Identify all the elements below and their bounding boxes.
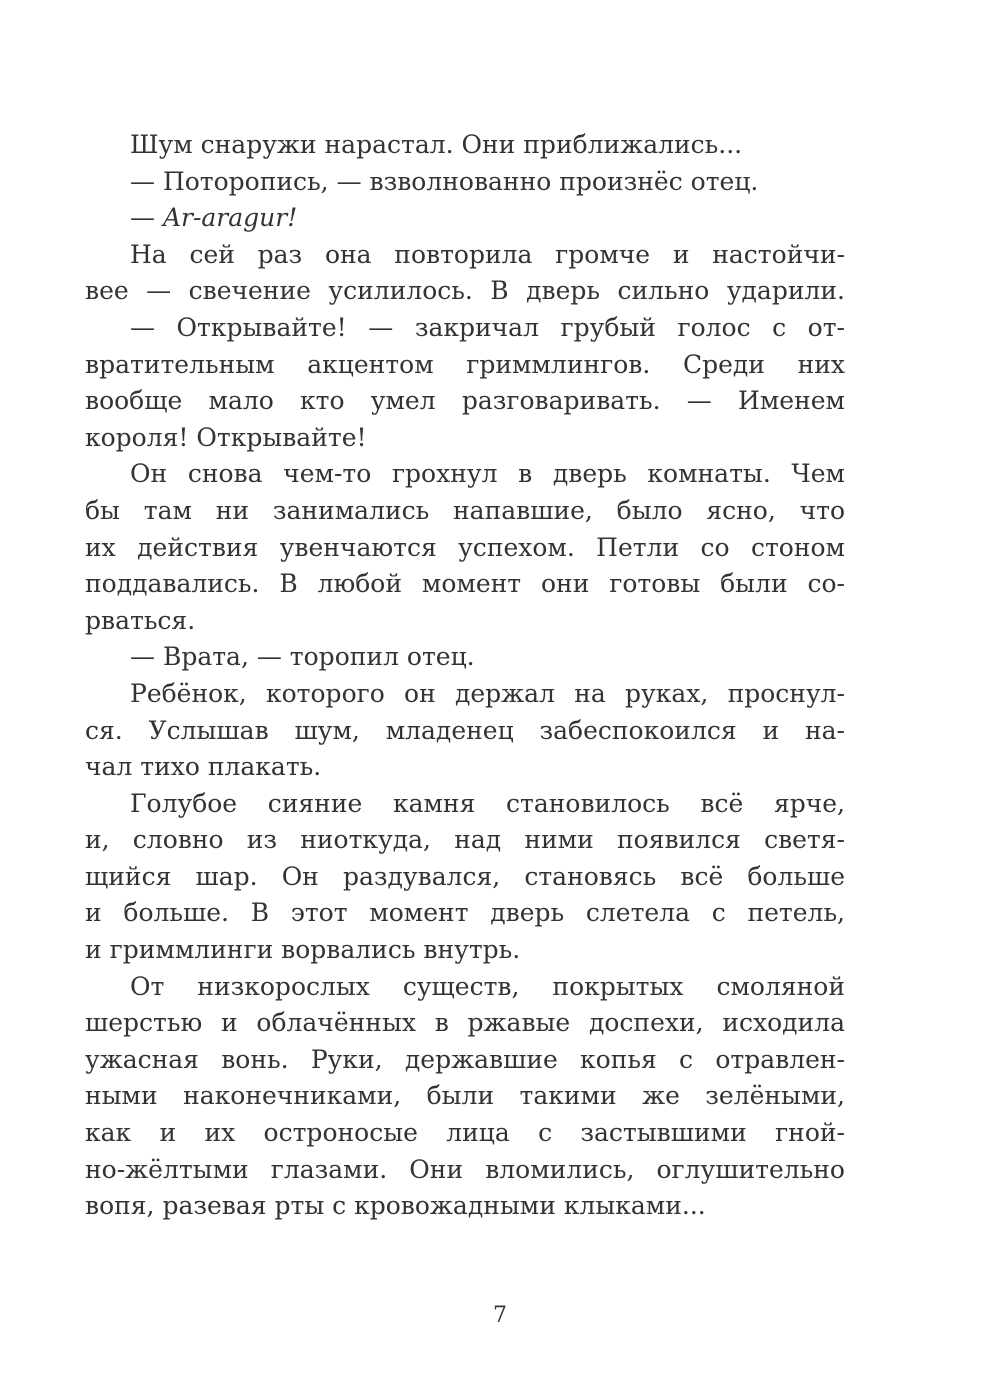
text-line-content: — Открывайте! — закричал грубый голос с от-: [130, 312, 845, 342]
text-line: [85, 420, 845, 457]
text-line: [85, 200, 845, 237]
text-line: [85, 164, 845, 201]
text-line: [85, 383, 845, 420]
text-line: [85, 786, 845, 823]
text-line-content: От низкорослых существ, покрытых смоляной: [130, 971, 845, 1001]
text-line-content: Шум снаружи нарастал. Они приближались...: [130, 130, 743, 159]
text-line-content: Голубое сияние камня становилось всё ярче,: [130, 788, 845, 818]
text-line: [85, 1078, 845, 1115]
text-line-content: ужасная вонь. Руки, державшие копья с отравлен-: [85, 1044, 845, 1074]
text-line: [85, 566, 845, 603]
text-line-content: шерстью и облачённых в ржавые доспехи, исходила: [85, 1008, 845, 1038]
text-line-content: бы там ни занимались напавшие, было ясно, что: [85, 495, 845, 525]
text-line-content: —: [130, 203, 163, 233]
text-line: [85, 1005, 845, 1042]
text-line-content: — Поторопись, — взволнованно произнёс отец.: [130, 166, 759, 196]
text-line-content: ся. Услышав шум, младенец забеспокоился и на-: [85, 715, 845, 745]
text-line: [85, 273, 845, 310]
text-line: [85, 1188, 845, 1225]
text-line: [85, 530, 845, 567]
text-line-content: и больше. В этот момент дверь слетела с петель,: [85, 898, 845, 928]
text-line-content: и, словно из ниоткуда, над ними появился светя-: [85, 825, 845, 855]
page-number: 7: [493, 1303, 507, 1328]
text-line-content: и гриммлинги ворвались внутрь.: [85, 935, 521, 965]
text-line: [85, 822, 845, 859]
body-text: [85, 127, 845, 1225]
text-line-content: их действия увенчаются успехом. Петли со стоном: [85, 532, 845, 562]
text-line: [85, 493, 845, 530]
text-line: [85, 639, 845, 676]
text-line-content: вратительным акцентом гриммлингов. Среди них: [85, 349, 845, 379]
text-line-content: На сей раз она повторила громче и настойчи-: [130, 239, 845, 269]
text-line-content: вее — свечение усилилось. В дверь сильно ударили.: [85, 276, 845, 306]
text-line: [85, 713, 845, 750]
text-line-content: как и их остроносые лица с застывшими гной-: [85, 1118, 845, 1148]
text-line-content: щийся шар. Он раздувался, становясь всё больше: [85, 861, 845, 891]
text-line-content: короля! Открывайте!: [85, 422, 367, 452]
text-line: [85, 749, 845, 786]
text-line-content: Он снова чем-то грохнул в дверь комнаты. Чем: [130, 459, 845, 489]
text-line: [85, 1152, 845, 1189]
text-line-content: поддавались. В любой момент они готовы были со-: [85, 569, 845, 599]
text-line: [85, 969, 845, 1006]
text-line: [85, 456, 845, 493]
text-line: [85, 1115, 845, 1152]
text-line: [85, 237, 845, 274]
text-line-content: — Врата, — торопил отец.: [130, 642, 475, 672]
text-line-content: Ребёнок, которого он держал на руках, проснул-: [130, 678, 845, 708]
text-line: [85, 676, 845, 713]
text-line-content: ными наконечниками, были такими же зелёными,: [85, 1081, 845, 1111]
text-line-content: вопя, разевая рты с кровожадными клыками...: [85, 1191, 706, 1221]
text-line-content: рваться.: [85, 605, 196, 635]
text-line-content: вообще мало кто умел разговаривать. — Именем: [85, 386, 845, 416]
text-line: [85, 603, 845, 640]
text-line: [85, 895, 845, 932]
text-line: [85, 310, 845, 347]
text-line-italic: Ar-aragur!: [162, 203, 298, 233]
text-line: [85, 127, 845, 164]
text-line-content: чал тихо плакать.: [85, 752, 322, 782]
text-line: [85, 1042, 845, 1079]
text-line-content: но-жёлтыми глазами. Они вломились, оглушительно: [85, 1154, 845, 1184]
text-line: [85, 932, 845, 969]
text-line: [85, 347, 845, 384]
text-line: [85, 859, 845, 896]
